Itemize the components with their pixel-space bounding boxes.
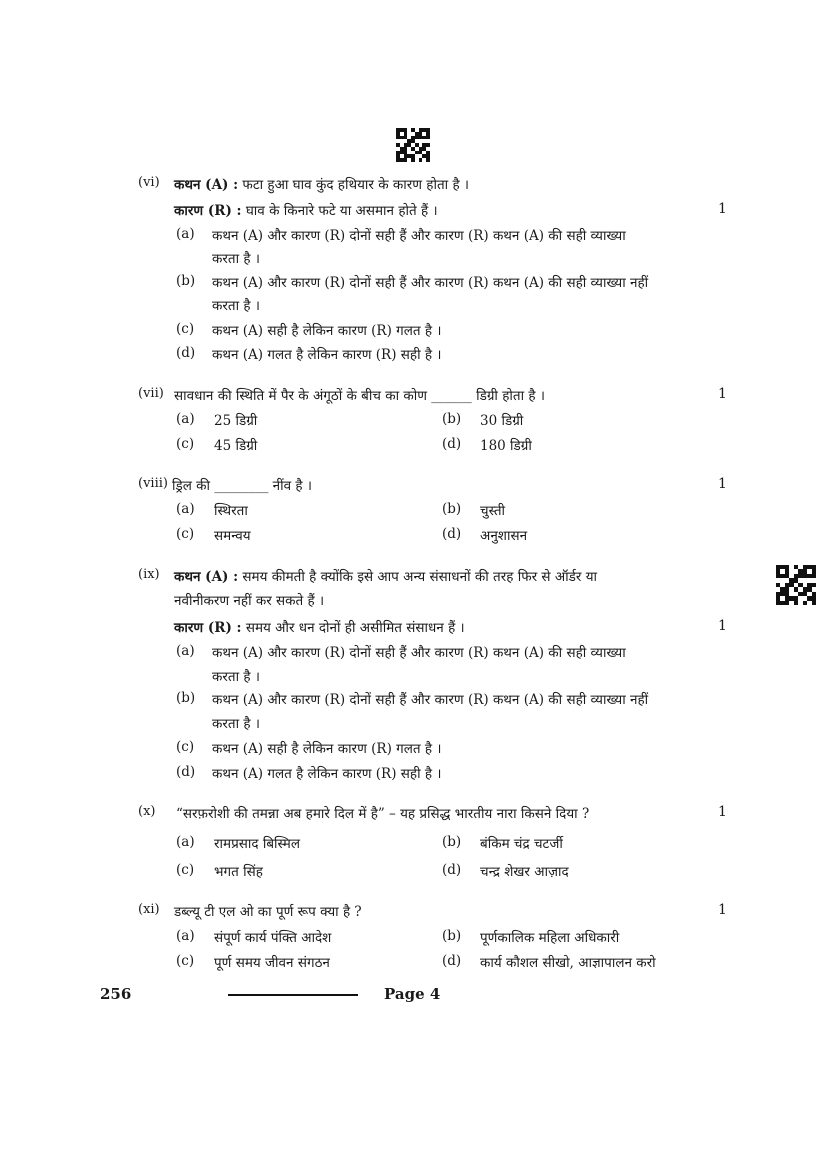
option-text: 25 डिग्री xyxy=(214,413,258,429)
reason-text: समय और धन दोनों ही असीमित संसाधन हैं । xyxy=(245,620,465,636)
option-label: (d) xyxy=(442,953,462,969)
option-text: अनुशासन xyxy=(480,528,528,544)
reason-line xyxy=(174,618,465,636)
assertion-text: फटा हुआ घाव कुंद हथियार के कारण होता है । xyxy=(242,177,470,193)
option-label: (c) xyxy=(176,953,195,969)
option-label: (a) xyxy=(176,928,195,944)
option-text: 180 डिग्री xyxy=(480,438,532,454)
option-label: (c) xyxy=(176,436,195,452)
option-label: (b) xyxy=(442,411,462,427)
option-text: कथन (A) और कारण (R) दोनों सही हैं और कारण (R) कथन (A) की सही व्याख्या xyxy=(212,645,626,661)
option-text-cont: करता है । xyxy=(212,669,260,685)
marks: 1 xyxy=(718,386,727,402)
option-text: बंकिम चंद्र चटर्जी xyxy=(480,836,563,852)
assertion-text: समय कीमती है क्योंकि इसे आप अन्य संसाधनों की तरह फिर से ऑर्डर या xyxy=(242,569,598,585)
option-label: (d) xyxy=(442,862,462,878)
option-text-cont: करता है । xyxy=(212,251,260,267)
option-label: (d) xyxy=(442,526,462,542)
option-text: चुस्ती xyxy=(480,503,506,519)
option-label: (b) xyxy=(176,273,196,289)
option-label: (d) xyxy=(442,436,462,452)
question-number: (viii) xyxy=(138,476,168,491)
marks: 1 xyxy=(718,804,727,820)
option-text-cont: करता है । xyxy=(212,298,260,314)
question-text: डब्ल्यू टी एल ओ का पूर्ण रूप क्या है ? xyxy=(174,904,362,920)
option-text: संपूर्ण कार्य पंक्ति आदेश xyxy=(214,930,332,946)
marks: 1 xyxy=(718,618,727,634)
question-number: (ix) xyxy=(138,567,160,582)
reason-text: घाव के किनारे फटे या असमान होते हैं । xyxy=(245,203,438,219)
option-text: 45 डिग्री xyxy=(214,438,258,454)
option-text: कथन (A) और कारण (R) दोनों सही हैं और कारण (R) कथन (A) की सही व्याख्या xyxy=(212,228,626,244)
question-number: (vi) xyxy=(138,175,160,190)
question-number: (vii) xyxy=(138,386,164,401)
question-number: (x) xyxy=(138,804,156,819)
footer-rule xyxy=(228,994,358,996)
option-label: (a) xyxy=(176,501,195,517)
assertion-line xyxy=(174,567,597,585)
option-label: (a) xyxy=(176,226,195,242)
paper-code: 256 xyxy=(100,985,132,1003)
question-text: सावधान की स्थिति में पैर के अंगूठों के बीच का कोण ______ डिग्री होता है । xyxy=(174,388,545,404)
option-label: (a) xyxy=(176,411,195,427)
option-label: (b) xyxy=(176,690,196,706)
option-text: कथन (A) गलत है लेकिन कारण (R) सही है । xyxy=(212,347,442,363)
option-label: (c) xyxy=(176,321,195,337)
question-text: “सरफ़रोशी की तमन्ना अब हमारे दिल में है” – यह प्रसिद्ध भारतीय नारा किसने दिया ? xyxy=(176,806,590,822)
option-label: (b) xyxy=(442,501,462,517)
option-text: कथन (A) सही है लेकिन कारण (R) गलत है । xyxy=(212,323,442,339)
question-number: (xi) xyxy=(138,902,160,917)
option-label: (c) xyxy=(176,526,195,542)
option-label: (a) xyxy=(176,643,195,659)
page-number: Page 4 xyxy=(384,985,441,1003)
question-text: ड्रिल की ________ नींव है । xyxy=(172,478,312,494)
option-text: कथन (A) सही है लेकिन कारण (R) गलत है । xyxy=(212,741,442,757)
marks: 1 xyxy=(718,902,727,918)
assertion-text-cont: नवीनीकरण नहीं कर सकते हैं । xyxy=(174,593,325,609)
option-text-cont: करता है । xyxy=(212,716,260,732)
option-text: चन्द्र शेखर आज़ाद xyxy=(480,864,569,880)
marks: 1 xyxy=(718,201,727,217)
reason-label: कारण (R) : xyxy=(174,203,242,219)
option-text: पूर्ण समय जीवन संगठन xyxy=(214,955,330,971)
option-text: समन्वय xyxy=(214,528,251,544)
marks: 1 xyxy=(718,476,727,492)
qr-code-top xyxy=(396,128,430,162)
option-text: पूर्णकालिक महिला अधिकारी xyxy=(480,930,620,946)
option-label: (d) xyxy=(176,345,196,361)
qr-code-side xyxy=(776,565,816,605)
option-text: स्थिरता xyxy=(214,503,248,519)
option-label: (b) xyxy=(442,928,462,944)
reason-line xyxy=(174,201,438,219)
option-text: कथन (A) और कारण (R) दोनों सही हैं और कारण (R) कथन (A) की सही व्याख्या नहीं xyxy=(212,275,649,291)
option-text: रामप्रसाद बिस्मिल xyxy=(214,836,301,852)
option-label: (c) xyxy=(176,862,195,878)
option-text: 30 डिग्री xyxy=(480,413,524,429)
option-text: कथन (A) गलत है लेकिन कारण (R) सही है । xyxy=(212,766,442,782)
option-text: कार्य कौशल सीखो, आज्ञापालन करो xyxy=(480,955,656,971)
assertion-label: कथन (A) : xyxy=(174,177,239,193)
option-label: (a) xyxy=(176,834,195,850)
option-label: (c) xyxy=(176,739,195,755)
assertion-label: कथन (A) : xyxy=(174,569,239,585)
assertion-line xyxy=(174,175,469,193)
option-label: (b) xyxy=(442,834,462,850)
option-text: कथन (A) और कारण (R) दोनों सही हैं और कारण (R) कथन (A) की सही व्याख्या नहीं xyxy=(212,692,649,708)
option-label: (d) xyxy=(176,764,196,780)
option-text: भगत सिंह xyxy=(214,864,263,880)
reason-label: कारण (R) : xyxy=(174,620,242,636)
